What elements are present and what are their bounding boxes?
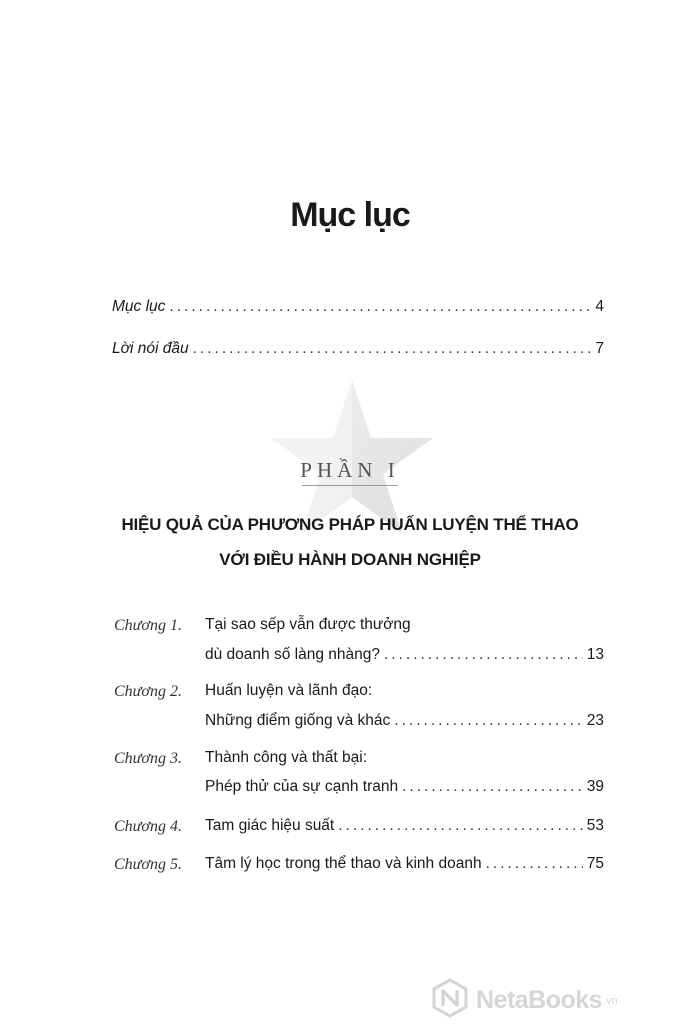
chapter-label: Chương 5. <box>114 856 182 873</box>
chapter-title-line-2: Phép thử của sự cạnh tranh <box>205 778 399 795</box>
toc-entry-muc-luc[interactable] <box>112 298 604 316</box>
leader-dots <box>384 646 583 664</box>
toc-entry-chapter-5[interactable] <box>205 855 604 873</box>
leader-dots <box>402 778 583 796</box>
toc-entry-label: Mục lục <box>112 298 166 315</box>
star-icon <box>267 376 437 536</box>
chapter-title: Tâm lý học trong thể thao và kinh doanh <box>205 855 482 872</box>
toc-page-number: 7 <box>595 340 604 357</box>
part-title-line-1: HIỆU QUẢ CỦA PHƯƠNG PHÁP HUẤN LUYỆN THỂ THAO <box>121 515 579 534</box>
chapter-title: Tam giác hiệu suất <box>205 817 335 834</box>
chapter-title-line-1: Tại sao sếp vẫn được thưởng <box>205 616 411 633</box>
toc-entry-chapter-4[interactable] <box>205 817 604 835</box>
toc-page-number: 39 <box>586 778 604 795</box>
toc-entry-chapter-3[interactable] <box>205 778 604 796</box>
chapter-label: Chương 1. <box>114 617 182 634</box>
toc-page-number: 75 <box>586 855 604 872</box>
watermark <box>430 978 618 1023</box>
toc-entry-chapter-2[interactable] <box>205 712 604 730</box>
leader-dots <box>169 298 591 316</box>
chapter-title-line-1: Thành công và thất bại: <box>205 749 368 766</box>
toc-page-number: 4 <box>595 298 604 315</box>
toc-page-number: 23 <box>586 712 604 729</box>
leader-dots <box>486 855 583 873</box>
page-title: Mục lục <box>290 196 410 234</box>
toc-page-number: 53 <box>586 817 604 834</box>
leader-dots <box>193 340 592 358</box>
chapter-title-line-2: Những điểm giống và khác <box>205 712 391 729</box>
chapter-title-line-1: Huấn luyện và lãnh đạo: <box>205 682 373 699</box>
toc-entry-chapter-1[interactable] <box>205 646 604 664</box>
part-divider <box>302 485 398 486</box>
part-label: PHẦN I <box>300 458 400 482</box>
watermark-suffix: .vn <box>603 994 618 1007</box>
netabooks-logo-icon <box>430 978 470 1023</box>
toc-entry-label: Lời nói đầu <box>112 340 189 357</box>
leader-dots <box>394 712 582 730</box>
chapter-label: Chương 2. <box>114 683 182 700</box>
toc-entry-loi-noi-dau[interactable] <box>112 340 604 358</box>
toc-page-number: 13 <box>586 646 604 663</box>
chapter-label: Chương 3. <box>114 750 182 767</box>
chapter-title-line-2: dù doanh số làng nhàng? <box>205 646 380 663</box>
chapter-label: Chương 4. <box>114 818 182 835</box>
watermark-brand: NetaBooks <box>476 986 603 1014</box>
leader-dots <box>338 817 583 835</box>
part-title-line-2: VỚI ĐIỀU HÀNH DOANH NGHIỆP <box>219 550 481 569</box>
